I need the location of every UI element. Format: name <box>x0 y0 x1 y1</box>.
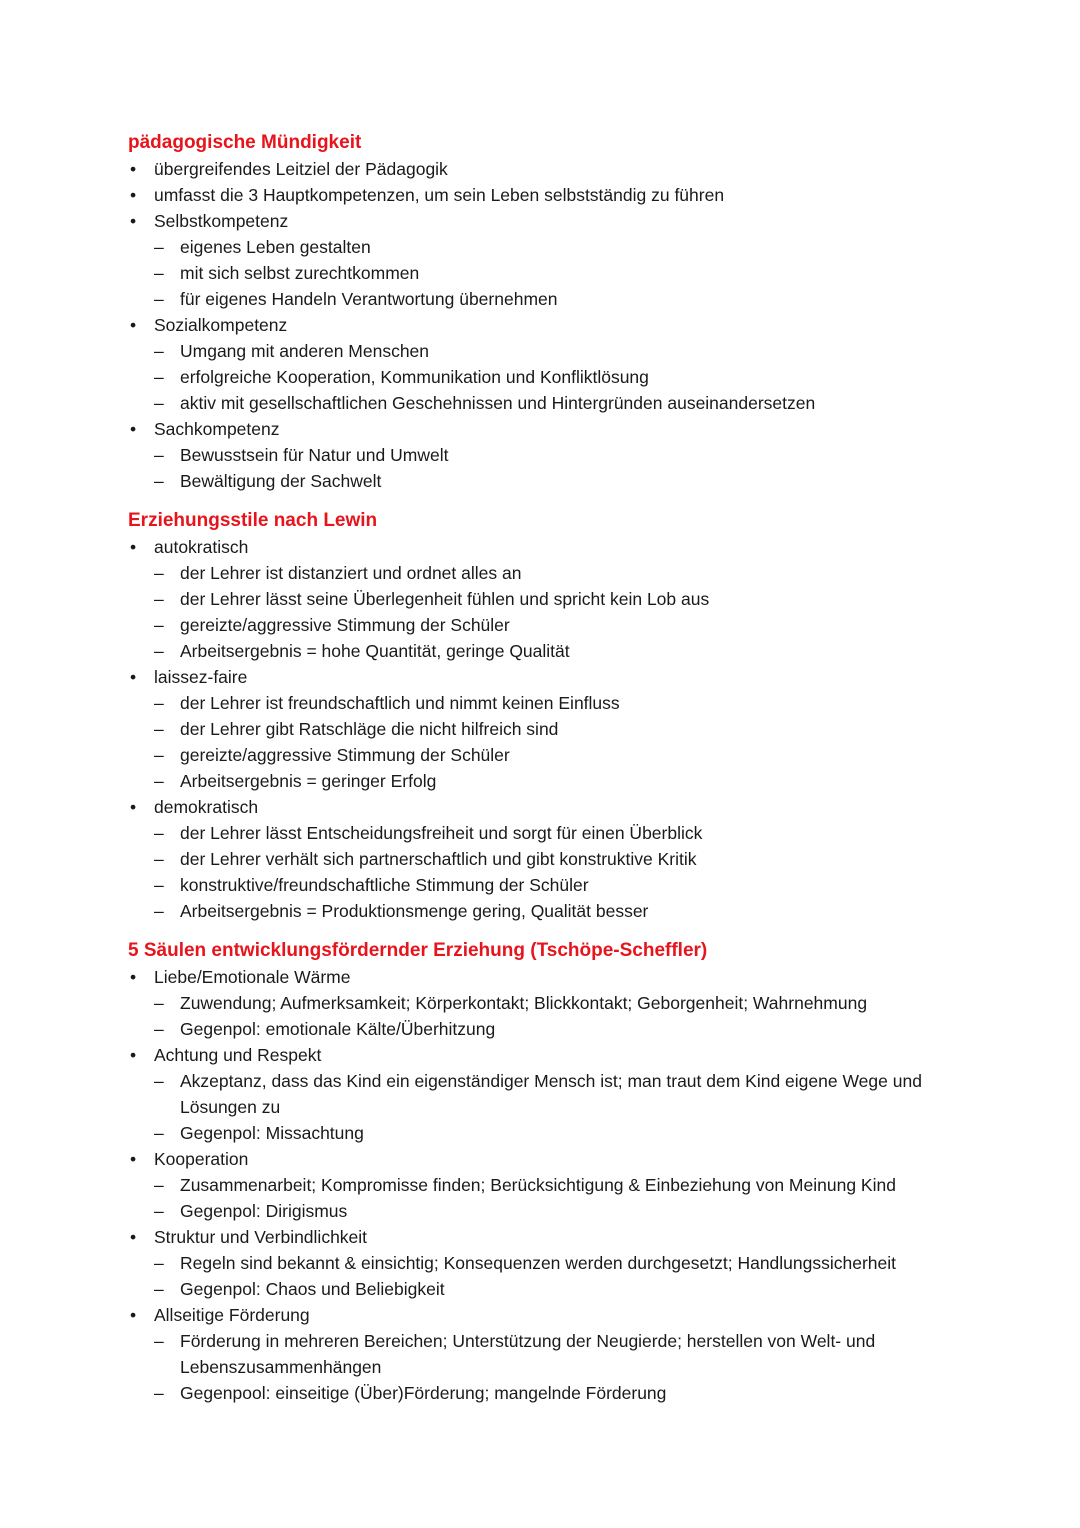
sub-list <box>154 338 968 416</box>
bullet-text: Achtung und Respekt <box>154 1045 322 1065</box>
sub-list <box>154 820 968 924</box>
bullet-item <box>128 1224 968 1302</box>
sub-item: – aktiv mit gesellschaftlichen Geschehnissen und Hintergründen auseinandersetzen <box>154 390 968 416</box>
bullet-text: Selbstkompetenz <box>154 211 289 231</box>
bullet-list <box>128 534 968 924</box>
sub-list <box>154 1250 968 1302</box>
sub-item: – der Lehrer ist distanziert und ordnet alles an <box>154 560 968 586</box>
bullet-item <box>128 534 968 664</box>
bullet-item <box>128 312 968 416</box>
sub-item: – Gegenpol: Missachtung <box>154 1120 968 1146</box>
section-heading: pädagogische Mündigkeit <box>128 132 362 153</box>
sub-item: – für eigenes Handeln Verantwortung übernehmen <box>154 286 968 312</box>
bullet-text: Liebe/Emotionale Wärme <box>154 967 351 987</box>
bullet-item <box>128 1302 968 1406</box>
bullet-text: Kooperation <box>154 1149 249 1169</box>
sub-item: – erfolgreiche Kooperation, Kommunikation und Konfliktlösung <box>154 364 968 390</box>
sub-item: – konstruktive/freundschaftliche Stimmung der Schüler <box>154 872 968 898</box>
sub-list <box>154 560 968 664</box>
bullet-text: übergreifendes Leitziel der Pädagogik <box>154 159 448 179</box>
section <box>128 938 968 1406</box>
bullet-text: Allseitige Förderung <box>154 1305 310 1325</box>
bullet-list <box>128 964 968 1406</box>
bullet-text: laissez-faire <box>154 667 248 687</box>
sub-list <box>154 1068 968 1146</box>
bullet-item <box>128 794 968 924</box>
sub-item: – Arbeitsergebnis = hohe Quantität, geringe Qualität <box>154 638 968 664</box>
sub-item: – der Lehrer ist freundschaftlich und nimmt keinen Einfluss <box>154 690 968 716</box>
sub-list <box>154 1172 968 1224</box>
sub-list <box>154 442 968 494</box>
sub-item: – der Lehrer lässt seine Überlegenheit fühlen und spricht kein Lob aus <box>154 586 968 612</box>
sub-item: – gereizte/aggressive Stimmung der Schüler <box>154 742 968 768</box>
sub-item: – der Lehrer verhält sich partnerschaftlich und gibt konstruktive Kritik <box>154 846 968 872</box>
sub-item: – Zuwendung; Aufmerksamkeit; Körperkontakt; Blickkontakt; Geborgenheit; Wahrnehmung <box>154 990 968 1016</box>
bullet-text: demokratisch <box>154 797 259 817</box>
bullet-item <box>128 1042 968 1146</box>
sub-item: – Gegenpol: emotionale Kälte/Überhitzung <box>154 1016 968 1042</box>
bullet-list <box>128 156 968 494</box>
sub-item: – Akzeptanz, dass das Kind ein eigenständiger Mensch ist; man traut dem Kind eigene Wege und Lösungen zu <box>154 1068 968 1120</box>
bullet-text: Sozialkompetenz <box>154 315 288 335</box>
sub-list <box>154 690 968 794</box>
bullet-text: umfasst die 3 Hauptkompetenzen, um sein Leben selbstständig zu führen <box>154 185 725 205</box>
sub-item: – Regeln sind bekannt & einsichtig; Konsequenzen werden durchgesetzt; Handlungssicherheit <box>154 1250 968 1276</box>
sub-item: – Gegenpol: Dirigismus <box>154 1198 968 1224</box>
bullet-text: Struktur und Verbindlichkeit <box>154 1227 368 1247</box>
sub-item: – Bewusstsein für Natur und Umwelt <box>154 442 968 468</box>
sub-item: – Arbeitsergebnis = Produktionsmenge gering, Qualität besser <box>154 898 968 924</box>
sub-item: – eigenes Leben gestalten <box>154 234 968 260</box>
sub-list <box>154 234 968 312</box>
section <box>128 130 968 494</box>
sub-item: – Bewältigung der Sachwelt <box>154 468 968 494</box>
sub-item: – Gegenpol: Chaos und Beliebigkeit <box>154 1276 968 1302</box>
sub-item: – Arbeitsergebnis = geringer Erfolg <box>154 768 968 794</box>
sub-item: – Umgang mit anderen Menschen <box>154 338 968 364</box>
sub-item: – Gegenpool: einseitige (Über)Förderung; mangelnde Förderung <box>154 1380 968 1406</box>
bullet-item <box>128 156 968 182</box>
bullet-item <box>128 964 968 1042</box>
sub-item: – der Lehrer gibt Ratschläge die nicht hilfreich sind <box>154 716 968 742</box>
document-page <box>128 130 968 1420</box>
bullet-item <box>128 182 968 208</box>
bullet-text: autokratisch <box>154 537 249 557</box>
section <box>128 508 968 924</box>
bullet-item <box>128 1146 968 1224</box>
section-heading: 5 Säulen entwicklungsfördernder Erziehung (Tschöpe-Scheffler) <box>128 940 708 961</box>
bullet-item <box>128 208 968 312</box>
bullet-text: Sachkompetenz <box>154 419 280 439</box>
sub-list <box>154 990 968 1042</box>
sub-item: – Förderung in mehreren Bereichen; Unterstützung der Neugierde; herstellen von Welt- und Lebenszusammenhängen <box>154 1328 968 1380</box>
section-heading: Erziehungsstile nach Lewin <box>128 510 378 531</box>
bullet-item <box>128 416 968 494</box>
sub-item: – der Lehrer lässt Entscheidungsfreiheit und sorgt für einen Überblick <box>154 820 968 846</box>
sub-item: – mit sich selbst zurechtkommen <box>154 260 968 286</box>
sub-item: – Zusammenarbeit; Kompromisse finden; Berücksichtigung & Einbeziehung von Meinung Kind <box>154 1172 968 1198</box>
sub-item: – gereizte/aggressive Stimmung der Schüler <box>154 612 968 638</box>
sub-list <box>154 1328 968 1406</box>
bullet-item <box>128 664 968 794</box>
